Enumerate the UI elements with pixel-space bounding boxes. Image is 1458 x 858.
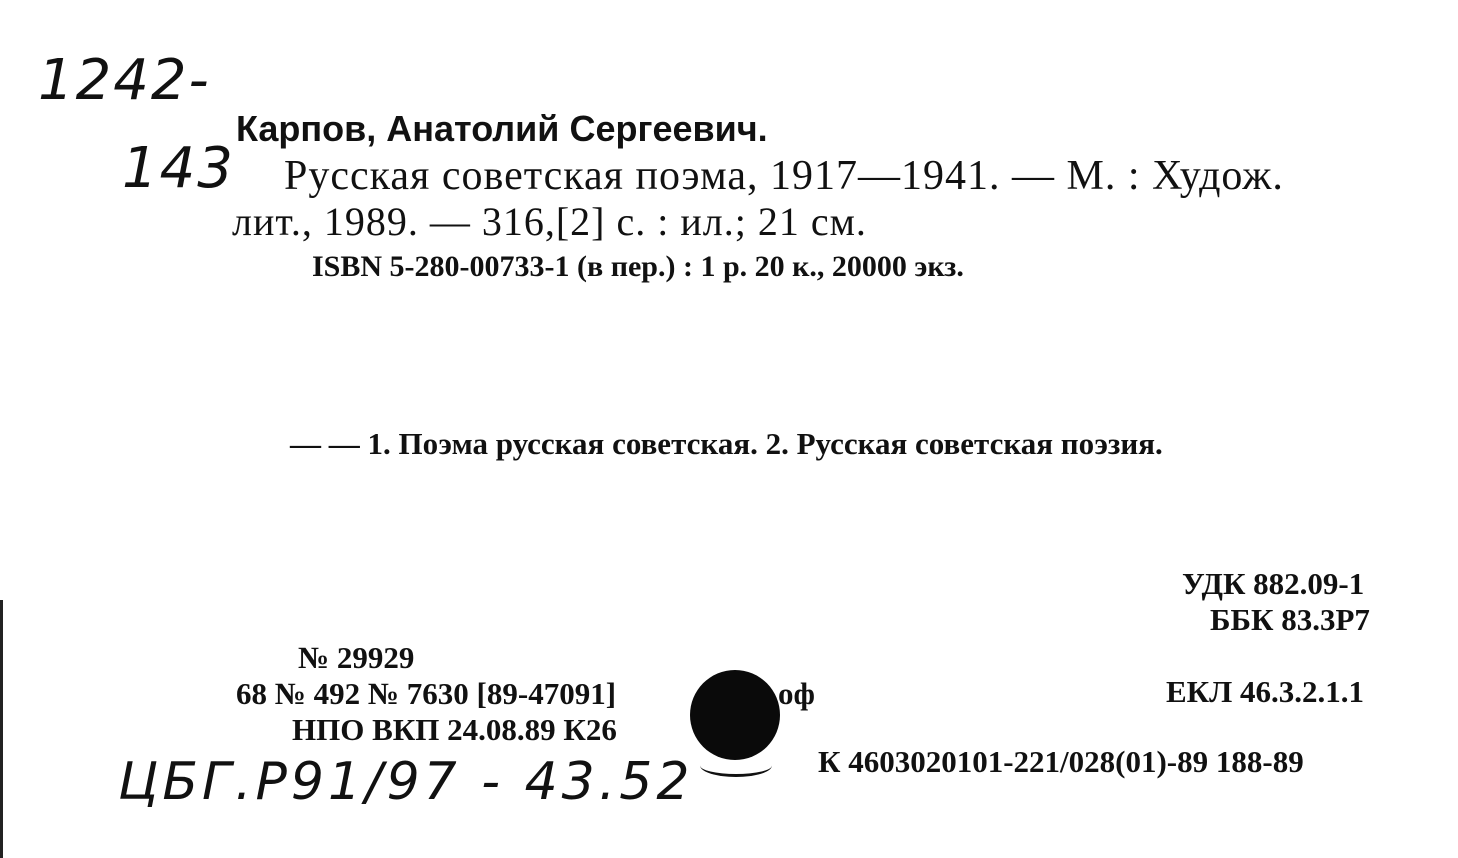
punch-hole [690,670,780,760]
imprint-line: лит., 1989. — 316,[2] с. : ил.; 21 см. [232,199,867,244]
handwritten-inventory-note: ЦБГ.Р91/97 - 43.52 [118,752,694,812]
handwritten-shelfmark-line1: 1242- [38,48,211,113]
subject-headings: — — 1. Поэма русская советская. 2. Русская советская поэзия. [290,426,1163,461]
k-code: К 4603020101-221/028(01)-89 188-89 [818,744,1304,779]
card-edge-line [0,600,3,858]
author-heading: Карпов, Анатолий Сергеевич. [236,108,768,149]
title-line: Русская советская поэма, 1917—1941. — М. : Худож. [284,153,1284,199]
ekl-code: ЕКЛ 46.3.2.1.1 [1166,674,1365,709]
bbk-code: ББК 83.3Р7 [1210,602,1370,637]
npo-line: НПО ВКП 24.08.89 К26 [292,712,617,747]
isbn-line: ISBN 5-280-00733-1 (в пер.) : 1 р. 20 к., 20000 экз. [312,250,964,283]
order-line-tail: оф [778,676,815,711]
punch-hole-mark [700,754,772,777]
order-line: 68 № 492 № 7630 [89-47091] [236,676,617,711]
handwritten-shelfmark-line2: 143 [122,136,235,201]
card-number: № 29929 [298,640,415,675]
udk-code: УДК 882.09-1 [1182,566,1365,601]
